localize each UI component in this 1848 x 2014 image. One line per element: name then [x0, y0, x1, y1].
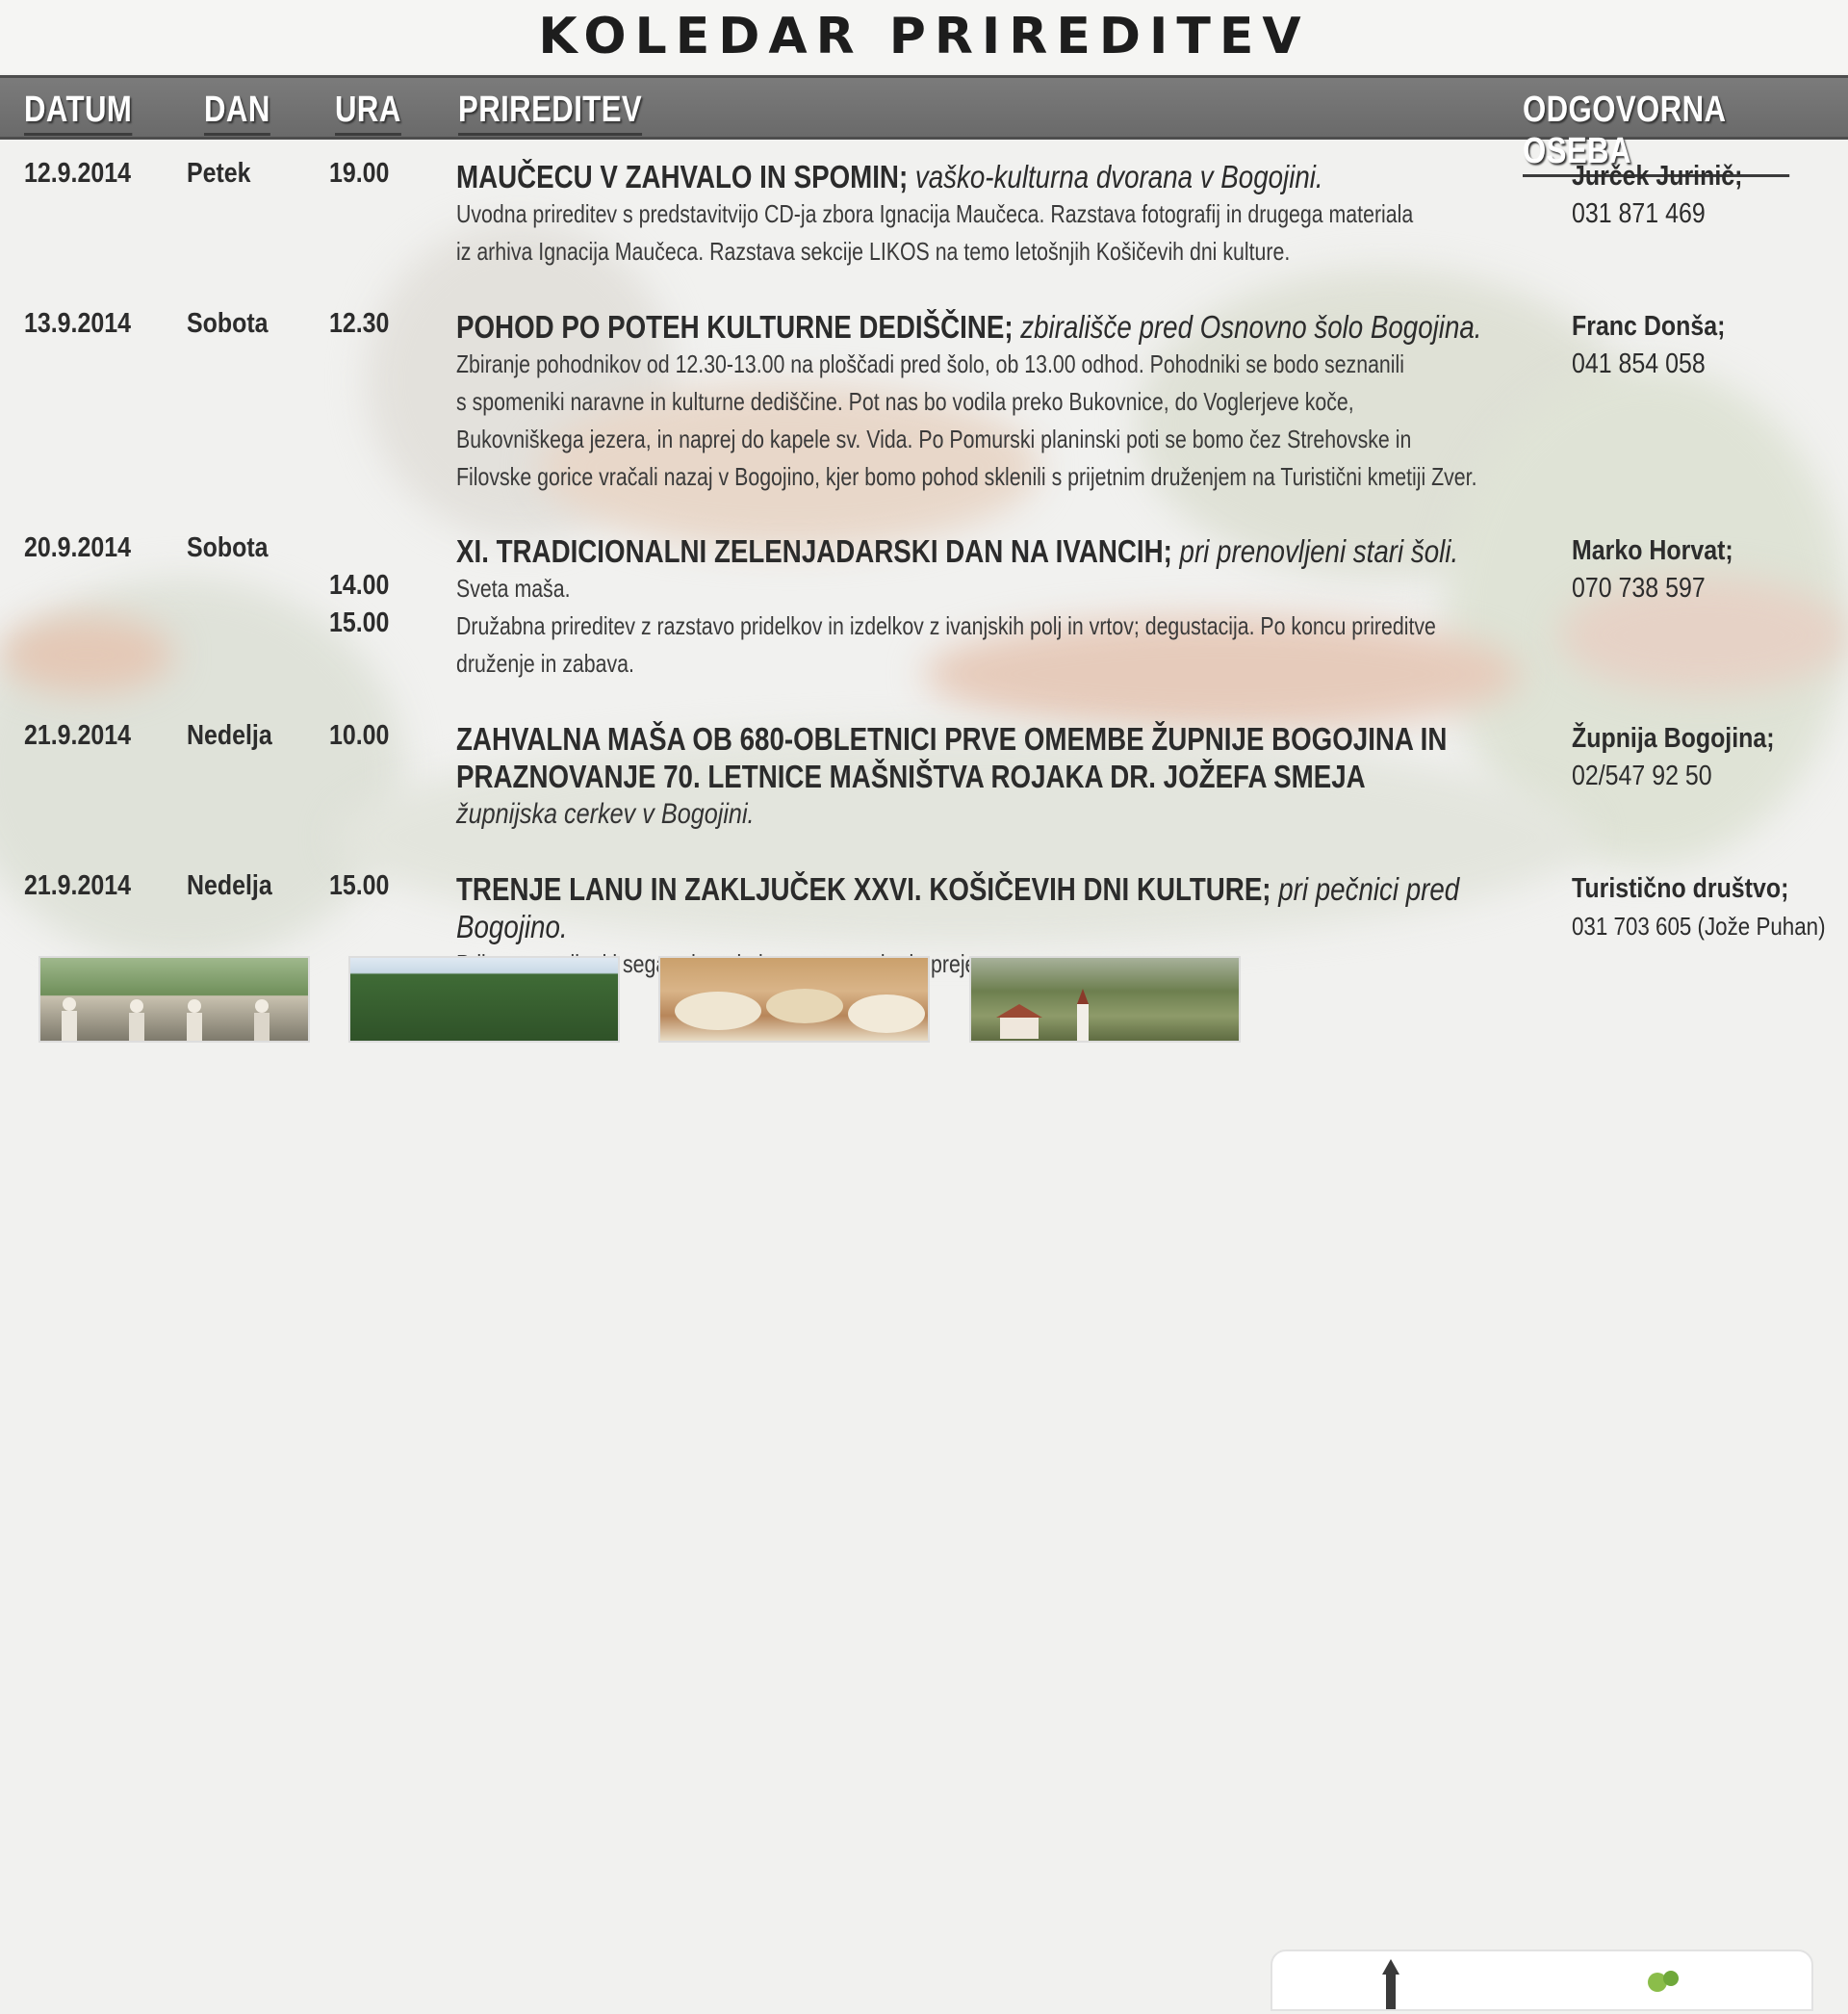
event-description-line: Zbiranje pohodnikov od 12.30-13.00 na ploščadi pred šolo, ob 13.00 odhod. Pohodniki se bodo seznanili: [456, 349, 1404, 378]
page-title: KOLEDAR PRIREDITEV: [0, 0, 1848, 73]
event-location: župnijska cerkev v Bogojini.: [456, 798, 755, 830]
person-name: Turistično društvo;: [1572, 873, 1789, 904]
header-datum: DATUM: [24, 90, 132, 136]
event-day: Petek: [187, 158, 251, 189]
photo-people: [38, 956, 310, 1043]
person-phone: 070 738 597: [1572, 573, 1706, 604]
person-name: Jurček Jurinič;: [1572, 161, 1743, 192]
event-title: XI. TRADICIONALNI ZELENJADARSKI DAN NA IVANCIH; pri prenovljeni stari šoli.: [456, 533, 1459, 569]
event-description-line: Uvodna prireditev s predstavitvijo CD-ja zbora Ignacija Maučeca. Razstava fotografij in drugega materiala: [456, 199, 1414, 228]
event-description-line: Družabna prireditev z razstavo pridelkov in izdelkov z ivanjskih polj in vrtov; degustacija. Po koncu prireditve: [456, 611, 1436, 640]
photo-strip: [0, 956, 1848, 1043]
responsible-person: [1572, 158, 1742, 233]
event-description-line: iz arhiva Ignacija Maučeca. Razstava sekcije LIKOS na temo letošnjih Košičevih dni kulture.: [456, 237, 1291, 266]
village-church-icon: [971, 958, 1241, 1043]
person-phone: 02/547 92 50: [1572, 761, 1712, 791]
event-description-line: Filovske gorice vračali nazaj v Bogojino, kjer bomo pohod sklenili s prijetnim druženjem na Turistični kmetiji Zver.: [456, 462, 1477, 491]
event-day: Sobota: [187, 308, 269, 339]
event-time: 15.00: [329, 870, 390, 901]
header-odgovorna-oseba: ODGOVORNA OSEBA: [1523, 90, 1789, 177]
event-time: 14.00: [329, 570, 390, 601]
responsible-person: [1572, 720, 1775, 795]
event-day: Nedelja: [187, 870, 272, 901]
responsible-person: [1572, 870, 1826, 945]
event-details: [456, 532, 1534, 683]
event-title: TRENJE LANU IN ZAKLJUČEK XXVI. KOŠIČEVIH DNI KULTURE; pri pečnici pred Bogojino.: [456, 871, 1460, 944]
person-name: Marko Horvat;: [1572, 535, 1733, 566]
event-day: Sobota: [187, 532, 269, 563]
event-time: 10.00: [329, 720, 390, 751]
person-phone: 031 871 469: [1572, 198, 1706, 229]
responsible-person: [1572, 532, 1733, 607]
event-date: 20.9.2014: [24, 532, 131, 563]
event-description-line: sega preje.: [622, 949, 983, 978]
event-description-line: druženje in zabava.: [456, 649, 634, 678]
event-day: Nedelja: [187, 720, 272, 751]
header-prireditev: PRIREDITEV: [458, 90, 642, 136]
event-title: MAUČECU V ZAHVALO IN SPOMIN; vaško-kulturna dvorana v Bogojini.: [456, 159, 1323, 194]
photo-food: [658, 956, 930, 1043]
event-details: [456, 720, 1534, 833]
photo-forest: [348, 956, 620, 1043]
event-date: 21.9.2014: [24, 720, 131, 751]
event-description-line: Sveta maša.: [456, 574, 571, 603]
event-details: [456, 308, 1534, 496]
person-name: Župnija Bogojina;: [1572, 723, 1775, 754]
event-time: 19.00: [329, 158, 390, 189]
event-title: ZAHVALNA MAŠA OB 680-OBLETNICI PRVE OMEMBE ŽUPNIJE BOGOJINA IN: [456, 721, 1448, 757]
food-plates-icon: [660, 958, 930, 1043]
photo-village: [969, 956, 1241, 1043]
event-description-line: s spomeniki naravne in kulturne dediščine. Pot nas bo vodila preko Bukovnice, do Voglerjeve koče,: [456, 387, 1354, 416]
event-date: 13.9.2014: [24, 308, 131, 339]
person-phone: 031 703 605 (Jože Puhan): [1572, 912, 1826, 941]
people-figures-icon: [40, 958, 310, 1043]
event-time: 15.00: [329, 607, 390, 638]
sponsor-logos: [1270, 1949, 1813, 2011]
header-dan: DAN: [204, 90, 270, 136]
table-header: [0, 75, 1848, 171]
header-ura: URA: [335, 90, 401, 136]
person-phone: 041 854 058: [1572, 349, 1706, 379]
event-description-line: Bukovniškega jezera, in naprej do kapele sv. Vida. Po Pomurski planinski poti se bomo čez Strehovske in: [456, 425, 1412, 453]
event-details: [456, 158, 1534, 271]
event-title: POHOD PO POTEH KULTURNE DEDIŠČINE; zbirališče pred Osnovno šolo Bogojina.: [456, 309, 1482, 345]
person-name: Franc Donša;: [1572, 311, 1726, 342]
event-date: 21.9.2014: [24, 870, 131, 901]
responsible-person: [1572, 308, 1725, 383]
church-logo-icon: [1272, 1951, 1811, 2009]
event-date: 12.9.2014: [24, 158, 131, 189]
event-title-line-2: PRAZNOVANJE 70. LETNICE MAŠNIŠTVA ROJAKA DR. JOŽEFA SMEJA: [456, 759, 1366, 794]
event-time: 12.30: [329, 308, 390, 339]
